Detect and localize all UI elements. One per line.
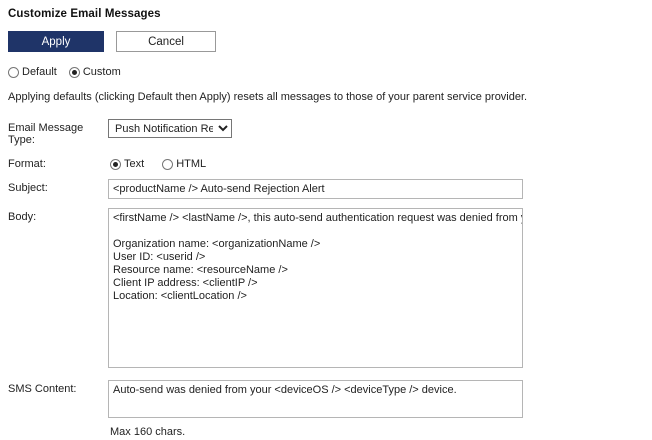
row-format (8, 155, 644, 170)
format-radio-group (108, 155, 644, 170)
format-option-html-label: HTML (176, 158, 207, 170)
format-option-text[interactable] (110, 158, 144, 170)
body-textarea[interactable] (108, 208, 523, 368)
mode-option-custom[interactable] (69, 66, 121, 78)
subject-field (108, 179, 644, 199)
radio-custom-icon[interactable] (69, 67, 80, 78)
mode-option-custom-label: Custom (82, 66, 121, 78)
mode-radio-group (8, 66, 644, 78)
mode-option-default[interactable] (8, 66, 57, 78)
row-subject (8, 179, 644, 199)
row-email-message-type (8, 119, 644, 146)
sms-content-label: SMS Content: (8, 383, 77, 395)
email-message-type-label: Email Message Type: (8, 122, 84, 146)
customize-form (8, 119, 644, 438)
page-title: Customize Email Messages (8, 8, 161, 20)
email-message-type-select[interactable] (108, 119, 232, 138)
radio-html-icon[interactable] (162, 159, 173, 170)
format-option-html[interactable] (162, 158, 206, 170)
radio-text-icon[interactable] (110, 159, 121, 170)
sms-content-textarea[interactable] (108, 380, 523, 418)
action-button-row (8, 31, 644, 52)
sms-content-hint: Max 160 chars. (110, 426, 186, 438)
cancel-button[interactable]: Cancel (116, 31, 216, 52)
body-field (108, 208, 644, 371)
body-label: Body: (8, 211, 37, 223)
row-body (8, 208, 644, 371)
radio-default-icon[interactable] (8, 67, 19, 78)
format-field (108, 155, 644, 170)
format-option-text-label: Text (124, 158, 145, 170)
subject-label: Subject: (8, 182, 48, 194)
email-message-type-field (108, 119, 644, 138)
sms-content-field (108, 380, 644, 438)
row-sms-content (8, 380, 644, 438)
subject-input[interactable] (108, 179, 523, 199)
defaults-note: Applying defaults (clicking Default then Apply) resets all messages to those of your parent service provider. (8, 91, 528, 103)
format-label: Format: (8, 158, 46, 170)
apply-button[interactable]: Apply (8, 31, 104, 52)
mode-option-default-label: Default (22, 66, 57, 78)
